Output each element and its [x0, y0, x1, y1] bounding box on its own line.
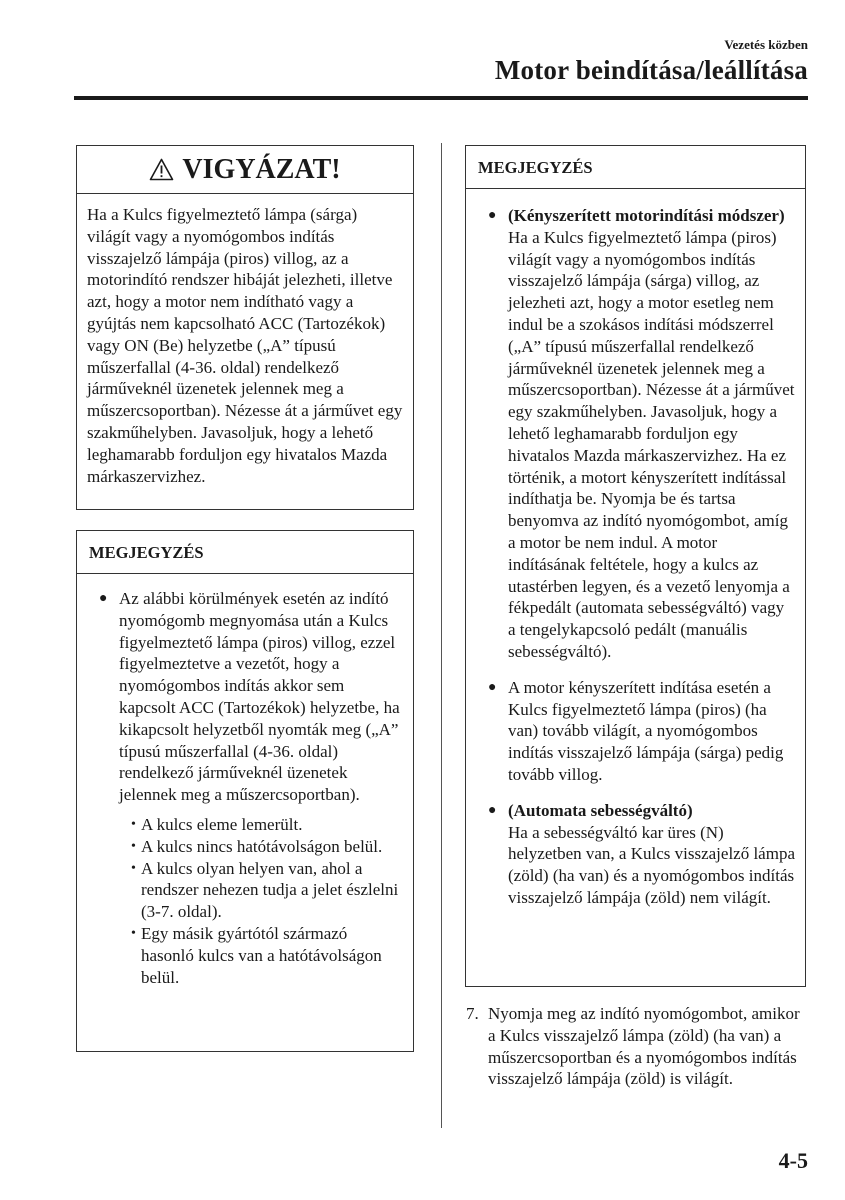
column-divider [441, 143, 442, 1128]
section-label: Vezetés közben [724, 37, 808, 52]
note-heading: MEGJEGYZÉS [466, 146, 805, 189]
bullet-icon: • [131, 925, 136, 941]
bullet-icon: ● [99, 591, 108, 606]
step-number: 7. [466, 1004, 479, 1023]
sub-list-item [119, 836, 403, 858]
bullet-icon: ● [488, 208, 497, 223]
item-text: Ha a sebességváltó kar üres (N) helyzetben van, a Kulcs visszajelző lámpa (zöld) (ha van) és a nyomógombos indítás visszajelző lámpája (zöld) nem világít. [508, 822, 795, 907]
sub-item-text: A kulcs eleme lemerült. [141, 814, 303, 834]
sub-item-text: A kulcs nincs hatótávolságon belül. [141, 836, 383, 856]
bullet-icon: ● [488, 679, 497, 695]
item-text: Ha a Kulcs figyelmeztető lámpa (piros) világít vagy a nyomógombos indítás visszajelző lámpája (sárga) villog, az jelezheti azt, hogy a motor esetleg nem indul be a szokásos indítási módszerrel („A” típusú műszerfallal rendelkező járműveknél üzenetek jelennek meg a műszercsoportban). Nézesse át a járművet egy szakműhelyben. Javasoljuk, hogy a lehető leghamarabb forduljon egy hivatalos Mazda márkaszervizhez. Ha ez történik, a motort kényszerített indítással indíthatja be. Nyomja be és tartsa benyomva az indító nyomógombot, amíg a motor be nem indul. A motor indításának feltétele, hogy a kulcs az utastérben legyen, és a vezető lenyomja a fékpedált (automata sebességváltó) vagy a tengelykapcsoló pedált (manuális sebességváltó). [508, 227, 795, 661]
item-title: (Automata sebességváltó) [508, 800, 693, 820]
sub-item-text: Egy másik gyártótól származó hasonló kulcs van a hatótávolságon belül. [141, 923, 382, 987]
page-title: Motor beindítása/leállítása [494, 55, 808, 85]
warning-heading: VIGYÁZAT! [182, 153, 341, 185]
note-text: Az alábbi körülmények esetén az indító nyomógomb megnyomása után a Kulcs figyelmeztető lámpa (piros) villog, ezzel figyelmeztetve a vezetőt, hogy a nyomógombos indítás akkor sem kapcsolt ACC (Tartozékok) helyzetbe, ha kikapcsolt helyzetből nyomták meg („A” típusú műszerfallal (4-36. oldal) rendelkező járműveknél üzenetek jelennek meg a műszercsoportban). [119, 589, 400, 805]
sub-list-item [119, 923, 403, 988]
note-box-left [76, 530, 414, 1052]
step-7 [466, 1003, 806, 1090]
bullet-icon: • [131, 838, 136, 854]
warning-text: Ha a Kulcs figyelmeztető lámpa (sárga) világít vagy a nyomógombos indítás visszajelző lámpája (piros) villog, az a motorindító rendszer hibáját jelezheti, illetve azt, hogy a motor nem indítható vagy a gyújtás nem kapcsolható ACC (Tartozékok) vagy ON (Be) helyzetbe („A” típusú műszerfallal (4-36. oldal) rendelkező járműveknél üzenetek jelennek meg a műszercsoportban). Nézesse át a járművet egy szakműhelyben. Javasoljuk, hogy a lehető leghamarabb forduljon egy hivatalos Mazda márkaszervizhez. [87, 205, 403, 486]
sub-item-text: A kulcs olyan helyen van, ahol a rendszer nehezen tudja a jelet észlelni (3-7. oldal). [141, 858, 399, 922]
note-box-right [465, 145, 806, 987]
item-text: A motor kényszerített indítása esetén a Kulcs figyelmeztető lámpa (piros) (ha van) tovább világít, a nyomógombos indítás visszajelző lámpája (sárga) pedig tovább villog. [508, 677, 784, 784]
step-text: Nyomja meg az indító nyomógombot, amikor a Kulcs visszajelző lámpa (zöld) (ha van) a műszercsoportban és a nyomógombos indítás visszajelző lámpája (zöld) is világít. [488, 1004, 800, 1089]
item-title: (Kényszerített motorindítási módszer) [508, 206, 785, 225]
header-rule [74, 96, 808, 100]
warning-box [76, 145, 414, 510]
list-item [476, 205, 795, 663]
list-item [87, 588, 403, 988]
warning-header [77, 146, 413, 194]
bullet-icon: • [131, 816, 136, 832]
sub-list-item [119, 814, 403, 836]
sub-list-item [119, 858, 403, 923]
bullet-icon: • [131, 860, 136, 876]
warning-triangle-icon [149, 158, 174, 181]
list-item [476, 800, 795, 909]
note-heading: MEGJEGYZÉS [77, 531, 413, 574]
list-item [476, 677, 795, 786]
page-number: 4-5 [778, 1148, 808, 1173]
bullet-icon: ● [488, 802, 497, 818]
